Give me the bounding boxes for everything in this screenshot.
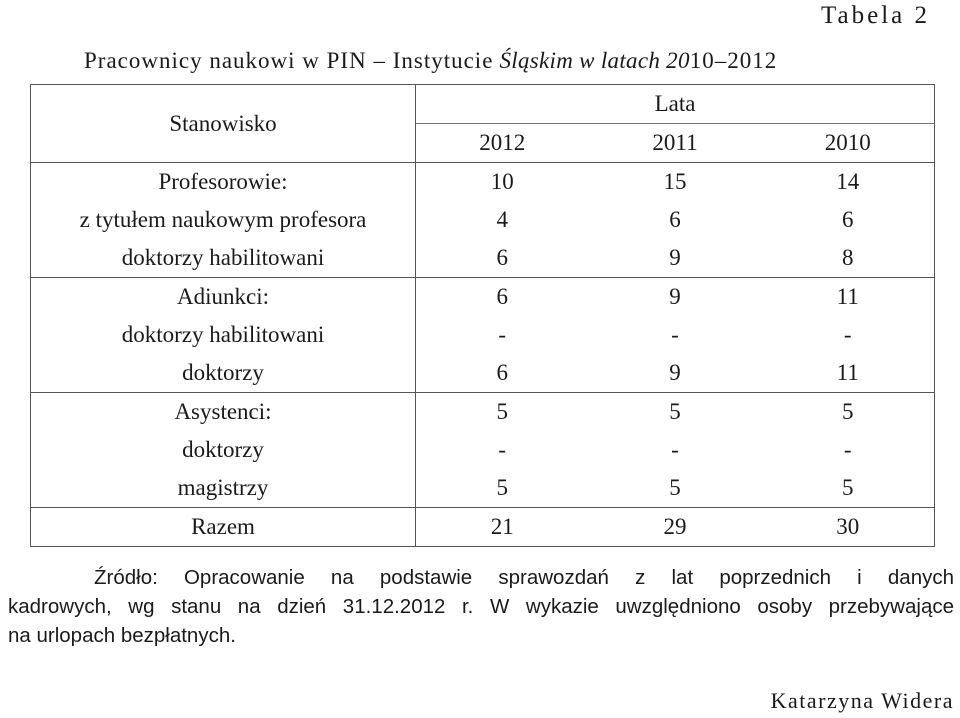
header-lata: Lata — [416, 85, 935, 124]
cell-value: 5 — [669, 399, 681, 424]
cell-value: - — [498, 322, 507, 347]
total-row — [31, 508, 935, 547]
table-row — [31, 316, 935, 354]
row-label: doktorzy — [31, 354, 416, 393]
total-value: 21 — [416, 508, 589, 547]
cell-value: 6 — [762, 201, 935, 239]
cell-value: 6 — [669, 207, 681, 232]
table-row — [31, 431, 935, 469]
cell-value: - — [762, 431, 935, 469]
cell-value: 5 — [416, 469, 589, 508]
row-label: Adiunkci: — [31, 278, 416, 317]
row-label: magistrzy — [31, 469, 416, 508]
cell-value: 6 — [416, 239, 589, 278]
cell-value: 4 — [496, 207, 508, 232]
cell-value: 8 — [762, 239, 935, 278]
source-line: na urlopach bezpłatnych. — [8, 624, 236, 647]
table-number-label: Tabela 2 — [820, 2, 930, 29]
header-year: 2011 — [589, 124, 762, 163]
cell-value: - — [671, 437, 679, 462]
cell-value: - — [671, 322, 679, 347]
cell-value: 5 — [496, 399, 508, 424]
table-row — [31, 201, 935, 239]
row-label: doktorzy habilitowani — [31, 316, 416, 354]
table-row — [31, 163, 935, 202]
cell-value: 9 — [589, 354, 762, 393]
table-row — [31, 278, 935, 317]
table-row — [31, 239, 935, 278]
header-stanowisko: Stanowisko — [31, 85, 416, 163]
source-note — [8, 563, 954, 650]
cell-value: 5 — [589, 469, 762, 508]
cell-value: 6 — [416, 354, 589, 393]
cell-value: 9 — [589, 239, 762, 278]
cell-value: 5 — [762, 393, 935, 432]
total-label: Razem — [31, 508, 416, 547]
cell-value: 6 — [496, 284, 508, 309]
row-label: doktorzy habilitowani — [31, 239, 416, 278]
cell-value: 11 — [762, 354, 935, 393]
title-tail: 10–2012 — [689, 48, 778, 73]
table-row — [31, 469, 935, 508]
row-label: Profesorowie: — [31, 163, 416, 202]
title-italic: Śląskim w latach 20 — [493, 48, 690, 73]
total-value: 29 — [589, 508, 762, 547]
cell-value: 10 — [490, 169, 514, 194]
staff-table — [30, 84, 935, 547]
title-plain: Pracownicy naukowi w PIN – Instytucie — [84, 48, 494, 73]
table-row — [31, 354, 935, 393]
table-title — [84, 48, 777, 74]
source-line: Źródło: Opracowanie na podstawie sprawozdań z lat poprzednich i danych — [94, 566, 954, 589]
header-year: 2012 — [416, 124, 589, 163]
row-label: z tytułem naukowym profesora — [31, 201, 416, 239]
author-name: Katarzyna Widera — [770, 688, 954, 713]
cell-value: 11 — [762, 278, 935, 317]
header-row-group — [31, 85, 935, 124]
cell-value: - — [762, 316, 935, 354]
row-label: doktorzy — [31, 431, 416, 469]
header-year: 2010 — [762, 124, 935, 163]
cell-value: 9 — [669, 284, 681, 309]
cell-value: 5 — [762, 469, 935, 508]
total-value: 30 — [762, 508, 935, 547]
source-line: kadrowych, wg stanu na dzień 31.12.2012 r. W wykazie uwzględniono osoby przebywające — [8, 595, 954, 618]
cell-value: 14 — [762, 163, 935, 202]
table-row — [31, 393, 935, 432]
cell-value: - — [498, 437, 507, 462]
cell-value: 15 — [663, 169, 687, 194]
row-label: Asystenci: — [31, 393, 416, 432]
